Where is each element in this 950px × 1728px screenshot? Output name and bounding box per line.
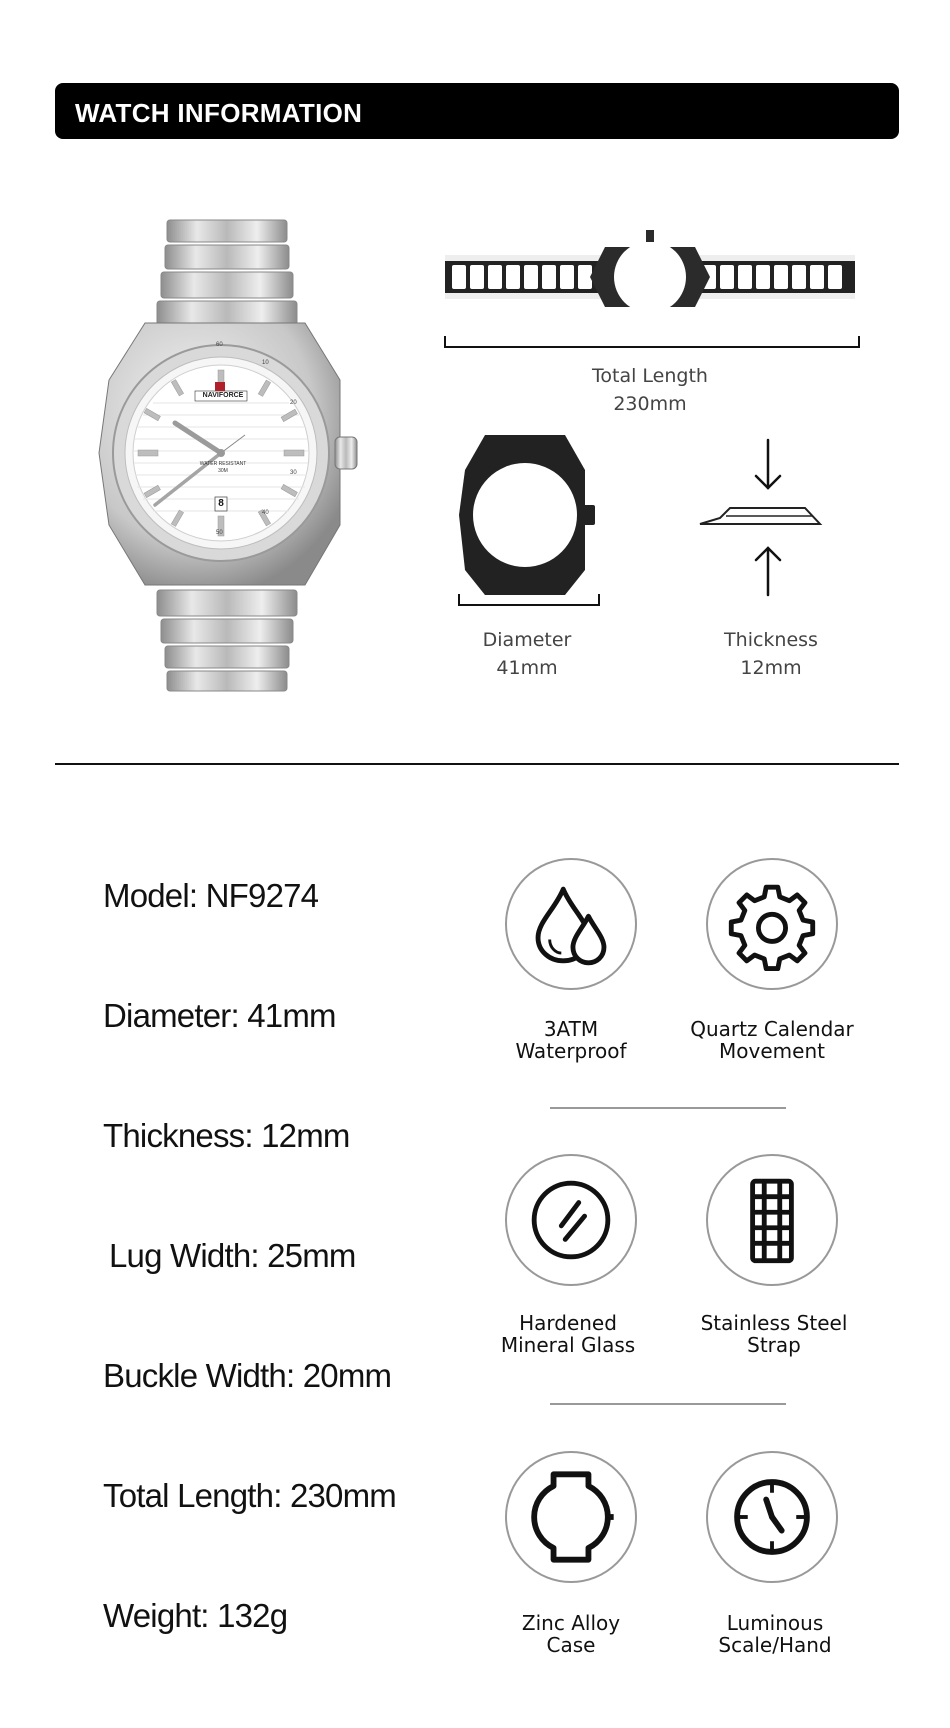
spec-lug-width: [109, 1237, 356, 1275]
feature-circle-strap: [706, 1154, 838, 1286]
total-length-label: [550, 362, 750, 418]
spec-value: 20mm: [302, 1357, 392, 1394]
watch-photo: [95, 215, 360, 695]
dial-depth: 30M: [218, 468, 228, 474]
watch-case-icon: [507, 1453, 635, 1581]
spec-value: NF9274: [205, 877, 319, 914]
thickness-label: [671, 626, 871, 682]
spec-value: 25mm: [267, 1237, 356, 1274]
ring-number: 40: [262, 510, 269, 516]
feature-line: Movement: [719, 1039, 825, 1063]
case-diameter-diagram: [455, 430, 615, 600]
feature-line: Hardened: [519, 1311, 617, 1335]
header-bar: [55, 83, 899, 139]
spec-model: [103, 877, 318, 915]
feature-circle-waterproof: [505, 858, 637, 990]
diameter-bracket: [458, 594, 600, 606]
ring-number: 60: [216, 342, 223, 348]
feature-line: Mineral Glass: [500, 1333, 636, 1357]
total-length-bracket: [444, 336, 860, 348]
feature-circle-glass: [505, 1154, 637, 1286]
feature-line: Waterproof: [515, 1039, 627, 1063]
spec-label: Buckle Width:: [103, 1357, 295, 1394]
header-title: WATCH INFORMATION: [75, 98, 363, 128]
feature-line: Zinc Alloy: [521, 1611, 621, 1635]
spec-label: Lug Width:: [109, 1237, 259, 1274]
dial-date: 8: [218, 498, 224, 509]
spec-value: 132g: [217, 1597, 288, 1634]
watch-crown: [335, 437, 357, 469]
ring-number: 10: [262, 360, 269, 366]
feature-label-movement: [662, 1018, 882, 1062]
feature-line: Strap: [747, 1333, 801, 1357]
feature-label-waterproof: [461, 1018, 681, 1062]
feature-label-glass: [458, 1312, 678, 1356]
dial-water-text: WATER RESISTANT: [199, 461, 247, 467]
spec-weight: [103, 1597, 287, 1635]
spec-value: 12mm: [261, 1117, 350, 1154]
spec-buckle-width: [103, 1357, 391, 1395]
spec-thickness: [103, 1117, 350, 1155]
feature-line: Luminous: [726, 1611, 824, 1635]
diameter-value: 41mm: [496, 657, 558, 679]
section-divider: [55, 763, 899, 765]
ring-number: 30: [290, 470, 297, 476]
spec-label: Weight:: [103, 1597, 209, 1634]
total-length-title: Total Length: [592, 365, 708, 387]
thickness-value: 12mm: [740, 657, 802, 679]
ring-number: 20: [290, 400, 297, 406]
feature-line: 3ATM: [543, 1017, 599, 1041]
clock-icon: [708, 1453, 836, 1581]
total-length-value: 230mm: [613, 393, 687, 415]
feature-separator: [550, 1107, 786, 1109]
feature-circle-luminous: [706, 1451, 838, 1583]
feature-label-strap: [664, 1312, 884, 1356]
thickness-diagram: [690, 430, 840, 600]
water-drops-icon: [507, 860, 635, 988]
spec-value: 41mm: [247, 997, 336, 1034]
upper-bracelet: [157, 220, 297, 325]
diameter-label: [427, 626, 627, 682]
dial-brand: NAVIFORCE: [202, 392, 244, 399]
feature-label-luminous: [665, 1612, 885, 1656]
gear-icon: [708, 860, 836, 988]
spec-label: Diameter:: [103, 997, 239, 1034]
feature-label-case: [461, 1612, 681, 1656]
ring-number: 50: [216, 530, 223, 536]
spec-value: 230mm: [289, 1477, 396, 1514]
feature-line: Quartz Calendar: [690, 1017, 854, 1041]
spec-diameter: [103, 997, 336, 1035]
strap-length-diagram: [440, 225, 860, 325]
steel-strap-icon: [708, 1156, 836, 1284]
feature-separator: [550, 1403, 786, 1405]
spec-label: Thickness:: [103, 1117, 253, 1154]
feature-circle-case: [505, 1451, 637, 1583]
thickness-title: Thickness: [724, 629, 818, 651]
spec-label: Total Length:: [103, 1477, 282, 1514]
spec-total-length: [103, 1477, 396, 1515]
spec-label: Model:: [103, 877, 198, 914]
feature-circle-movement: [706, 858, 838, 990]
glass-slash-icon: [507, 1156, 635, 1284]
feature-line: Stainless Steel: [700, 1311, 848, 1335]
lower-bracelet: [157, 590, 297, 691]
diameter-title: Diameter: [482, 629, 572, 651]
feature-line: Case: [546, 1633, 596, 1657]
feature-line: Scale/Hand: [718, 1633, 832, 1657]
